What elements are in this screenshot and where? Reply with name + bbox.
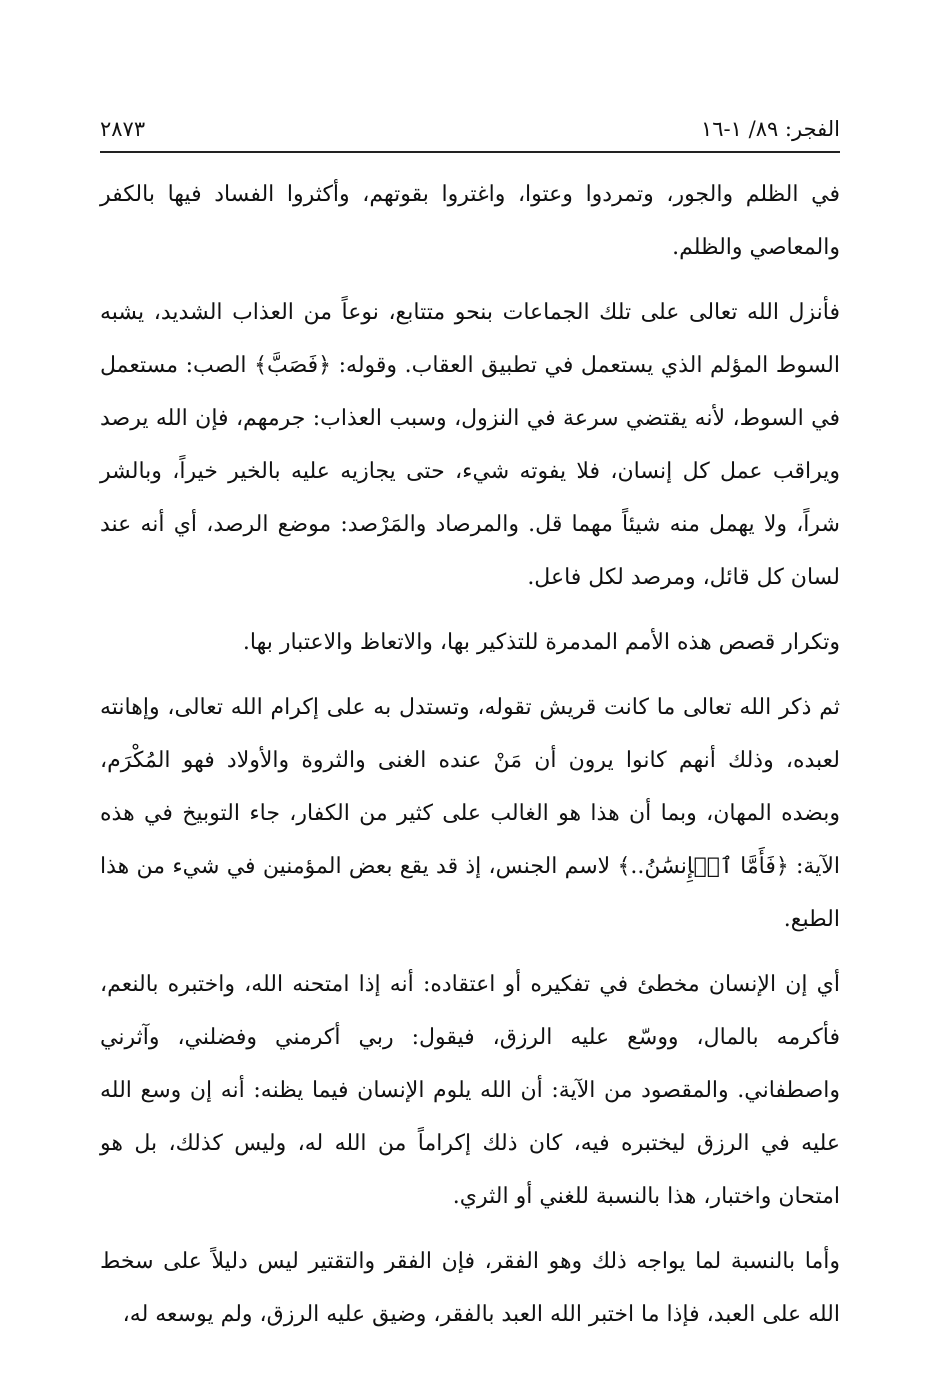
running-header	[100, 108, 840, 148]
header-divider	[100, 151, 840, 153]
surah-reference: الفجر: ٨٩/ ١-١٦	[700, 117, 840, 141]
paragraph-5: أي إن الإنسان مخطئ في تفكيره أو اعتقاده: أنه إذا امتحنه الله، واختبره بالنعم، فأكرمه بالمال، ووسّع عليه الرزق، فيقول: ربي أكرمني وفضلني، وآثرني واصطفاني. والمقصود من الآية: أن الله يلوم الإنسان فيما يظنه: أنه إن وسع الله عليه في الرزق ليختبره فيه، كان ذلك إكراماً من الله له، وليس كذلك، بل هو امتحان واختبار، هذا بالنسبة للغني أو الثري.	[100, 972, 841, 1209]
page-number: ٢٨٧٣	[100, 117, 146, 141]
paragraph-2: فأنزل الله تعالى على تلك الجماعات بنحو متتابع، نوعاً من العذاب الشديد، يشبه السوط المؤلم الذي يستعمل في تطبيق العقاب. وقوله: ﴿فَصَبَّ﴾ الصب: مستعمل في السوط، لأنه يقتضي سرعة في النزول، وسبب العذاب: جرمهم، فإن الله يرصد ويراقب عمل كل إنسان، فلا يفوته شيء، حتى يجازيه عليه بالخير خيراً، وبالشر شراً، ولا يهمل منه شيئاً مهما قل. والمرصاد والمَرْصد: موضع الرصد، أي أنه عند لسان كل قائل، ومرصد لكل فاعل.	[100, 300, 841, 590]
paragraph-3: وتكرار قصص هذه الأمم المدمرة للتذكير بها، والاتعاظ والاعتبار بها.	[242, 630, 840, 655]
paragraph-1: في الظلم والجور، وتمردوا وعتوا، واغتروا بقوتهم، وأكثروا الفساد فيها بالكفر والمعاصي والظلم.	[100, 182, 840, 260]
paragraph-6: وأما بالنسبة لما يواجه ذلك وهو الفقر، فإن الفقر والتقتير ليس دليلاً على سخط الله على العبد، فإذا ما اختبر الله العبد بالفقر، وضيق عليه الرزق، ولم يوسعه له،	[100, 1249, 840, 1327]
page-body	[100, 168, 840, 1353]
paragraph-4: ثم ذكر الله تعالى ما كانت قريش تقوله، وتستدل به على إكرام الله تعالى، وإهانته لعبده، وذلك أنهم كانوا يرون أن مَنْ عنده الغنى والثروة والأولاد فهو المُكْرَم، وبضده المهان، وبما أن هذا هو الغالب على كثير من الكفار، جاء التوبيخ في هذه الآية: ﴿فَأَمَّا ٱلۡإِنسَٰنُ..﴾ لاسم الجنس، إذ قد يقع بعض المؤمنين في شيء من هذا الطبع.	[100, 695, 840, 932]
